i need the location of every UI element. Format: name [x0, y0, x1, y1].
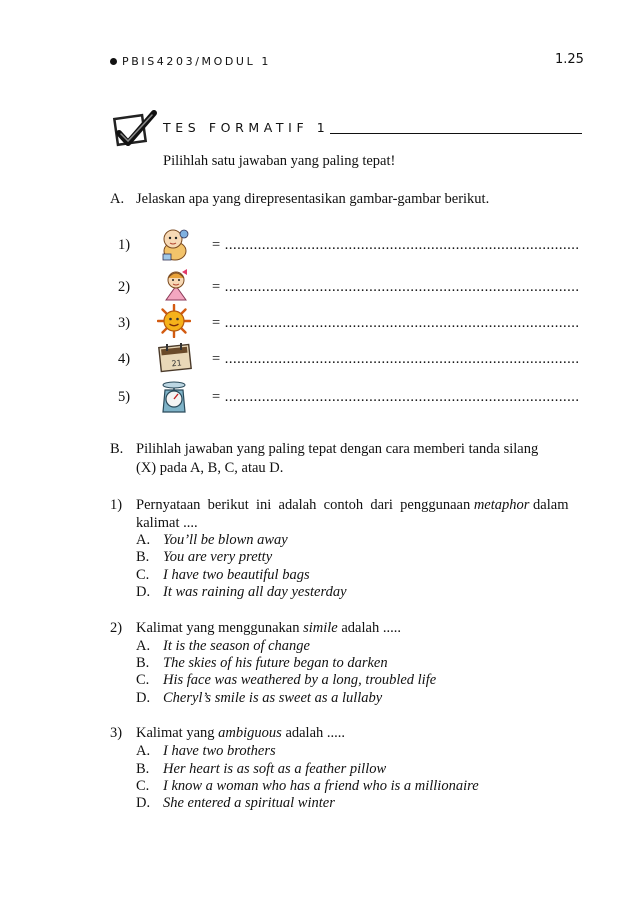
question-stem: Pernyataan berikut ini adalah contoh dari penggunaan metaphor dalam — [136, 497, 569, 513]
option-letter: A. — [136, 532, 151, 548]
test-title: TES FORMATIF 1 — [163, 120, 330, 135]
option-text[interactable]: You are very pretty — [163, 549, 273, 565]
item-number: 1) — [118, 237, 131, 253]
option-letter: B. — [136, 549, 150, 565]
option-text[interactable]: The skies of his future began to darken — [163, 655, 388, 671]
option-letter: D. — [136, 690, 151, 706]
option-text[interactable]: She entered a spiritual winter — [163, 795, 335, 811]
option-text[interactable]: Cheryl’s smile is as sweet as a lullaby — [163, 690, 383, 706]
option-text[interactable]: Her heart is as soft as a feather pillow — [163, 761, 387, 777]
header-course-code: PBIS4203/MODUL 1 — [122, 55, 272, 68]
question-stem-continued: kalimat .... — [136, 515, 198, 531]
question-stem: Kalimat yang ambiguous adalah ..... — [136, 725, 346, 741]
option-letter: B. — [136, 655, 150, 671]
answer-blank[interactable]: = ...................................................................................... — [212, 389, 580, 405]
option-letter: D. — [136, 795, 151, 811]
baby-icon — [158, 226, 190, 260]
test-instruction: Pilihlah satu jawaban yang paling tepat! — [163, 153, 396, 169]
answer-blank[interactable]: = ...................................................................................... — [212, 315, 580, 331]
option-letter: A. — [136, 638, 151, 654]
section-a-label: A. — [110, 191, 125, 207]
title-underline — [330, 133, 582, 134]
sun-icon — [157, 304, 189, 338]
option-text[interactable]: His face was weathered by a long, troubled life — [163, 672, 437, 688]
option-text[interactable]: I know a woman who has a friend who is a millionaire — [163, 778, 479, 794]
question-number: 3) — [110, 725, 123, 741]
option-text[interactable]: It was raining all day yesterday — [163, 584, 347, 600]
option-letter: C. — [136, 778, 150, 794]
section-b-prompt-line2: (X) pada A, B, C, atau D. — [136, 460, 284, 476]
item-number: 2) — [118, 279, 131, 295]
option-letter: D. — [136, 584, 151, 600]
item-number: 4) — [118, 351, 131, 367]
option-text[interactable]: You’ll be blown away — [163, 532, 288, 548]
option-letter: A. — [136, 743, 151, 759]
girl-icon — [160, 268, 192, 302]
option-text[interactable]: It is the season of change — [163, 638, 310, 654]
calendar-icon — [157, 340, 189, 374]
svg-text:21: 21 — [171, 358, 183, 369]
section-a-prompt: Jelaskan apa yang direpresentasikan gambar-gambar berikut. — [136, 191, 490, 207]
answer-blank[interactable]: = ...................................................................................... — [212, 237, 580, 253]
answer-blank[interactable]: = ...................................................................................... — [212, 351, 580, 367]
item-number: 3) — [118, 315, 131, 331]
option-text[interactable]: I have two beautiful bags — [163, 567, 310, 583]
header-bullet — [110, 58, 117, 65]
weighing-scale-icon — [158, 378, 190, 412]
answer-blank[interactable]: = ...................................................................................... — [212, 279, 580, 295]
item-number: 5) — [118, 389, 131, 405]
question-number: 1) — [110, 497, 123, 513]
option-letter: C. — [136, 672, 150, 688]
header-page-number: 1.25 — [555, 52, 584, 67]
section-b-label: B. — [110, 441, 124, 457]
question-stem: Kalimat yang menggunakan simile adalah ..... — [136, 620, 401, 636]
option-letter: B. — [136, 761, 150, 777]
option-text[interactable]: I have two brothers — [163, 743, 276, 759]
question-number: 2) — [110, 620, 123, 636]
checkmark-icon — [110, 107, 160, 156]
option-letter: C. — [136, 567, 150, 583]
section-b-prompt-line1: Pilihlah jawaban yang paling tepat dengan cara memberi tanda silang — [136, 441, 539, 457]
